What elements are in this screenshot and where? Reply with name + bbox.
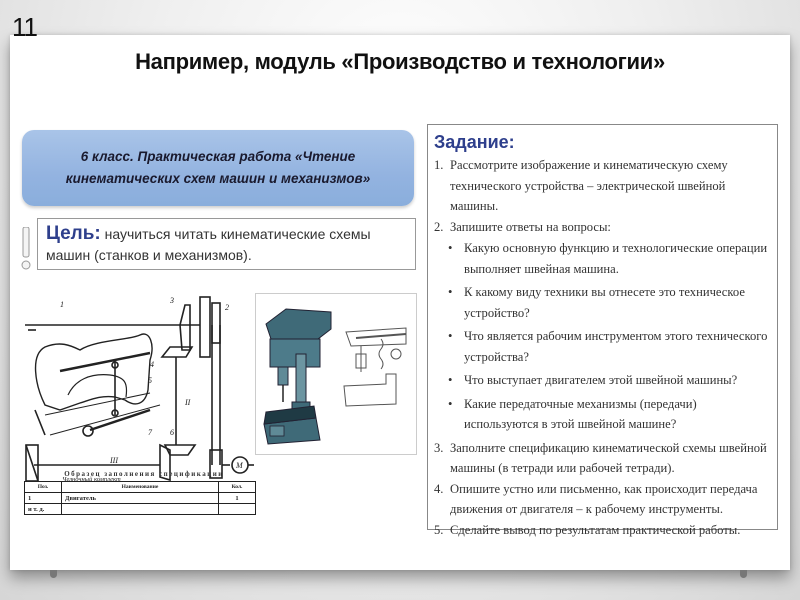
- drill-press-image: [255, 293, 417, 455]
- task-item-number: 3.: [434, 440, 444, 455]
- drill-press-illustration: [256, 294, 416, 454]
- task-item-text: Сделайте вывод по результатам практической работы.: [450, 522, 741, 537]
- spec-row: [25, 504, 256, 515]
- spec-row: [25, 493, 256, 504]
- practical-work-header: [22, 130, 414, 206]
- spec-header-row: [25, 482, 256, 493]
- question-list: [434, 238, 769, 435]
- task-item: [434, 438, 769, 479]
- spec-cell: 1: [219, 493, 256, 504]
- label-6: 6: [170, 428, 174, 437]
- question-item: • К какому виду техники вы отнесете это техническое устройство?: [434, 282, 769, 323]
- task-item: [434, 479, 769, 520]
- slide-title: Например, модуль «Производство и технологии»: [135, 49, 665, 74]
- task-item-text: Опишите устно или письменно, как происходит передача движения от двигателя – к рабочему инструменты.: [450, 481, 758, 516]
- slide: [10, 35, 790, 570]
- question-item: • Какие передаточные механизмы (передачи) используются в этой швейной машине?: [434, 394, 769, 435]
- task-item-number: 5.: [434, 522, 444, 537]
- goal-text: научиться читать кинематические схемы машин (станков и механизмов).: [46, 226, 371, 263]
- kinematic-scheme-diagram: [20, 285, 260, 485]
- spec-cell: [219, 504, 256, 515]
- spec-header-pos: Поз.: [25, 482, 62, 493]
- header-line-2: кинематических схем машин и механизмов»: [65, 171, 371, 186]
- exclamation-icon: [20, 227, 32, 271]
- label-2: 2: [225, 303, 229, 312]
- task-item-text: Запишите ответы на вопросы:: [450, 219, 611, 234]
- spec-header-name: Наименование: [62, 482, 219, 493]
- task-item: [434, 520, 769, 541]
- spec-caption: Образец заполнения спецификации: [64, 470, 224, 478]
- label-4: 4: [150, 360, 154, 369]
- spec-cell: [62, 504, 219, 515]
- spec-cell: Двигатель: [62, 493, 219, 504]
- label-III: III: [110, 456, 118, 465]
- spec-cell: 1: [25, 493, 62, 504]
- task-item-number: 1.: [434, 158, 444, 172]
- goal-box: [37, 218, 416, 270]
- spec-header-qty: Кол.: [219, 482, 256, 493]
- spec-cell: и т. д.: [25, 504, 62, 515]
- slide-pin-left: [50, 570, 57, 578]
- slide-pin-right: [740, 570, 747, 578]
- task-item-number: 4.: [434, 481, 444, 496]
- task-item-text: Рассмотрите изображение и кинематическую схему технического устройства – электрической швейной машины.: [450, 158, 728, 213]
- label-5: 5: [148, 376, 152, 385]
- specification-table: [24, 481, 256, 515]
- question-item: • Что является рабочим инструментом этого технического устройства?: [434, 326, 769, 367]
- task-list: [434, 155, 769, 540]
- label-II: II: [185, 398, 191, 407]
- task-item-number: 2.: [434, 219, 444, 234]
- question-item: • Что выступает двигателем этой швейной машины?: [434, 370, 769, 391]
- label-3: 3: [170, 296, 174, 305]
- label-1: 1: [60, 300, 64, 309]
- header-line-1: 6 класс. Практическая работа «Чтение: [80, 149, 356, 164]
- goal-label: Цель:: [46, 223, 101, 244]
- task-item: [434, 155, 769, 217]
- task-item-text: Заполните спецификацию кинематической схемы швейной машины (в тетради или рабочей тетради).: [450, 440, 767, 475]
- task-box: [427, 124, 778, 537]
- label-7: 7: [148, 428, 152, 437]
- slide-number: 11: [12, 12, 37, 42]
- shuttle-label: Челночный комплект: [62, 476, 121, 483]
- task-title: Задание:: [434, 132, 515, 152]
- question-item: • Какую основную функцию и технологические операции выполняет швейная машина.: [434, 238, 769, 279]
- label-motor: M: [236, 461, 243, 470]
- task-item: [434, 217, 769, 435]
